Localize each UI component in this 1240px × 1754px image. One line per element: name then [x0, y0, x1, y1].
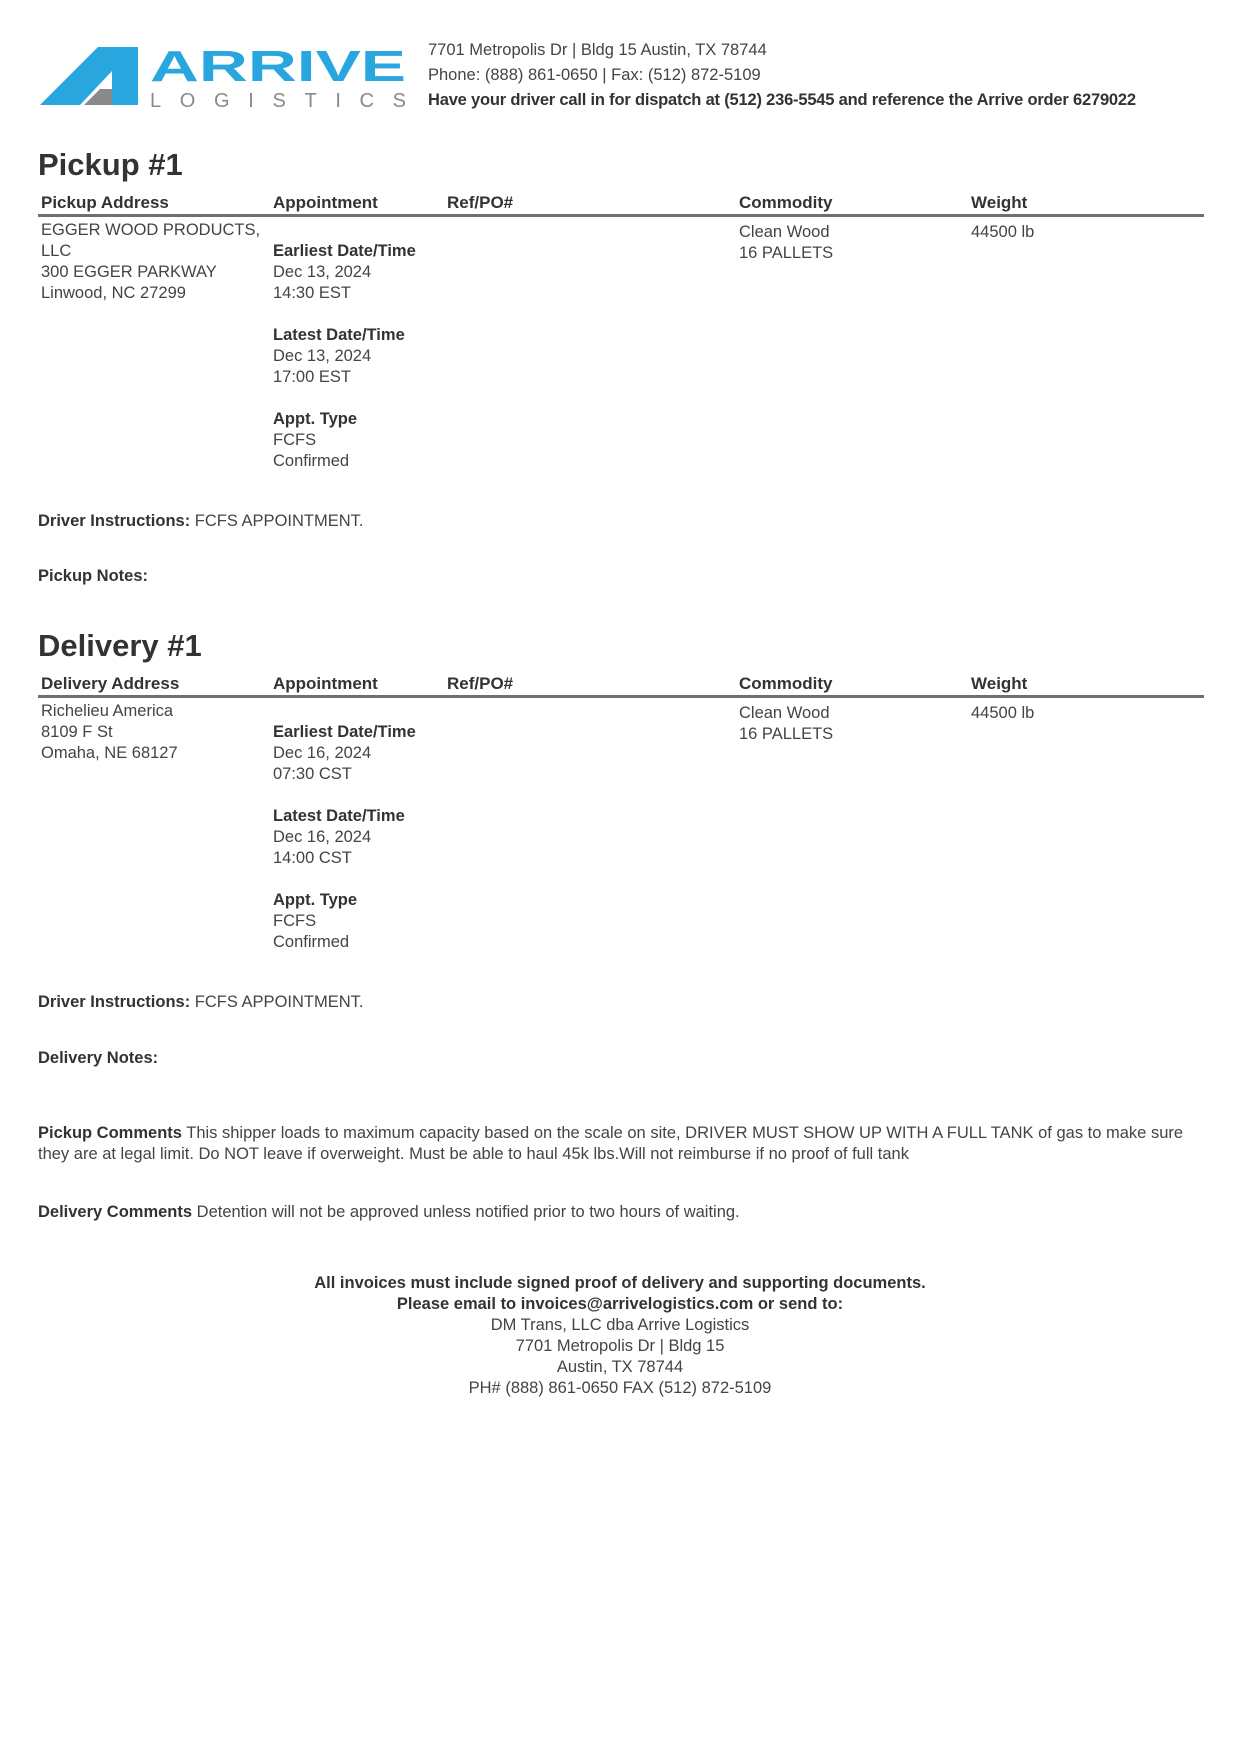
delivery-commodity-name: Clean Wood	[739, 704, 830, 722]
arrive-logo-mark	[40, 45, 408, 111]
delivery-address-line: 8109 F St	[41, 723, 113, 741]
invoice-street: 7701 Metropolis Dr | Bldg 15	[515, 1337, 725, 1355]
delivery-driver-instructions-label: Driver Instructions:	[38, 993, 191, 1011]
company-phone: Phone: (888) 861-0650 | Fax: (512) 872-5109	[428, 66, 761, 84]
delivery-notes-label: Delivery Notes:	[38, 1049, 159, 1067]
delivery-earliest-label: Earliest Date/Time	[273, 723, 416, 741]
dispatch-instructions: Have your driver call in for dispatch at (512) 236-5545 and reference the Arrive order 6279022	[428, 91, 1136, 109]
pickup-commodity-name: Clean Wood	[739, 223, 830, 241]
company-address: 7701 Metropolis Dr | Bldg 15 Austin, TX 78744	[428, 41, 767, 59]
pickup-address-header: Pickup Address	[41, 193, 169, 212]
delivery-address-header: Delivery Address	[41, 674, 180, 693]
delivery-appt-status: Confirmed	[273, 933, 350, 951]
delivery-weight: 44500 lb	[971, 704, 1035, 722]
delivery-earliest-date: Dec 16, 2024	[273, 744, 372, 762]
pickup-earliest-label: Earliest Date/Time	[273, 242, 416, 260]
pickup-latest-time: 17:00 EST	[273, 368, 351, 386]
logo-subword: LOGISTICS	[150, 90, 406, 111]
pickup-appointment-header: Appointment	[273, 193, 378, 212]
pickup-commodity-header: Commodity	[739, 193, 833, 212]
delivery-appt-type-label: Appt. Type	[273, 891, 358, 909]
delivery-title: Delivery #1	[38, 628, 202, 663]
delivery-ref-header: Ref/PO#	[447, 674, 514, 693]
pickup-notes-label: Pickup Notes:	[38, 567, 149, 585]
delivery-address-line: Omaha, NE 68127	[41, 744, 178, 762]
pickup-commodity	[739, 222, 833, 264]
delivery-commodity-quantity: 16 PALLETS	[739, 725, 834, 743]
pickup-appt-type: FCFS	[273, 431, 317, 449]
delivery-address	[41, 701, 178, 764]
delivery-commodity-header: Commodity	[739, 674, 833, 693]
pickup-title: Pickup #1	[38, 147, 183, 182]
pickup-address-line: 300 EGGER PARKWAY	[41, 263, 217, 281]
pickup-appt-status: Confirmed	[273, 452, 350, 470]
delivery-address-line: Richelieu America	[41, 702, 174, 720]
invoice-phone-fax: PH# (888) 861-0650 FAX (512) 872-5109	[468, 1379, 772, 1397]
pickup-commodity-quantity: 16 PALLETS	[739, 244, 834, 262]
invoice-city: Austin, TX 78744	[556, 1358, 684, 1376]
logo-word: ARRIVE	[150, 45, 406, 91]
pickup-comments-label: Pickup Comments	[38, 1124, 182, 1142]
pickup-latest-label: Latest Date/Time	[273, 326, 405, 344]
delivery-earliest-time: 07:30 CST	[273, 765, 352, 783]
pickup-comments-text: This shipper loads to maximum capacity based on the scale on site, DRIVER MUST SHOW UP WITH A FULL TANK of gas to make sure they are at legal limit. Do NOT leave if overweight. Must be able to haul 45k lbs.Will not reimburse if no proof of full tank	[38, 1124, 1184, 1163]
pickup-latest-date: Dec 13, 2024	[273, 347, 372, 365]
pickup-driver-instructions-text: FCFS APPOINTMENT.	[194, 512, 364, 530]
pickup-appointment	[273, 241, 416, 472]
delivery-latest-label: Latest Date/Time	[273, 807, 405, 825]
delivery-comments-text: Detention will not be approved unless notified prior to two hours of waiting.	[196, 1203, 740, 1221]
delivery-appointment	[273, 722, 416, 953]
invoice-email-instruction: Please email to invoices@arrivelogistics.com or send to:	[396, 1295, 844, 1313]
arrive-logistics-logo	[40, 45, 408, 111]
pickup-address-line: EGGER WOOD PRODUCTS,	[41, 221, 261, 239]
delivery-table-rule	[38, 695, 1204, 698]
pickup-driver-instructions-label: Driver Instructions:	[38, 512, 191, 530]
delivery-comments	[38, 1202, 1204, 1223]
invoice-company-name: DM Trans, LLC dba Arrive Logistics	[490, 1316, 750, 1334]
pickup-earliest-date: Dec 13, 2024	[273, 263, 372, 281]
pickup-table-rule	[38, 214, 1204, 217]
delivery-appointment-header: Appointment	[273, 674, 378, 693]
delivery-driver-instructions-text: FCFS APPOINTMENT.	[194, 993, 364, 1011]
pickup-ref-header: Ref/PO#	[447, 193, 514, 212]
delivery-comments-label: Delivery Comments	[38, 1203, 193, 1221]
delivery-driver-instructions	[38, 992, 363, 1013]
pickup-weight: 44500 lb	[971, 223, 1035, 241]
pickup-weight-header: Weight	[971, 193, 1028, 212]
delivery-commodity	[739, 703, 833, 745]
pickup-earliest-time: 14:30 EST	[273, 284, 351, 302]
delivery-latest-date: Dec 16, 2024	[273, 828, 372, 846]
pickup-appt-type-label: Appt. Type	[273, 410, 358, 428]
delivery-appt-type: FCFS	[273, 912, 317, 930]
pickup-driver-instructions	[38, 511, 363, 532]
pickup-address-line: LLC	[41, 242, 72, 260]
delivery-latest-time: 14:00 CST	[273, 849, 352, 867]
pickup-comments	[38, 1123, 1204, 1165]
invoice-footer	[0, 1273, 1240, 1399]
pickup-address-line: Linwood, NC 27299	[41, 284, 186, 302]
pickup-address	[41, 220, 260, 304]
invoice-requirement: All invoices must include signed proof of delivery and supporting documents.	[314, 1274, 926, 1292]
delivery-weight-header: Weight	[971, 674, 1028, 693]
